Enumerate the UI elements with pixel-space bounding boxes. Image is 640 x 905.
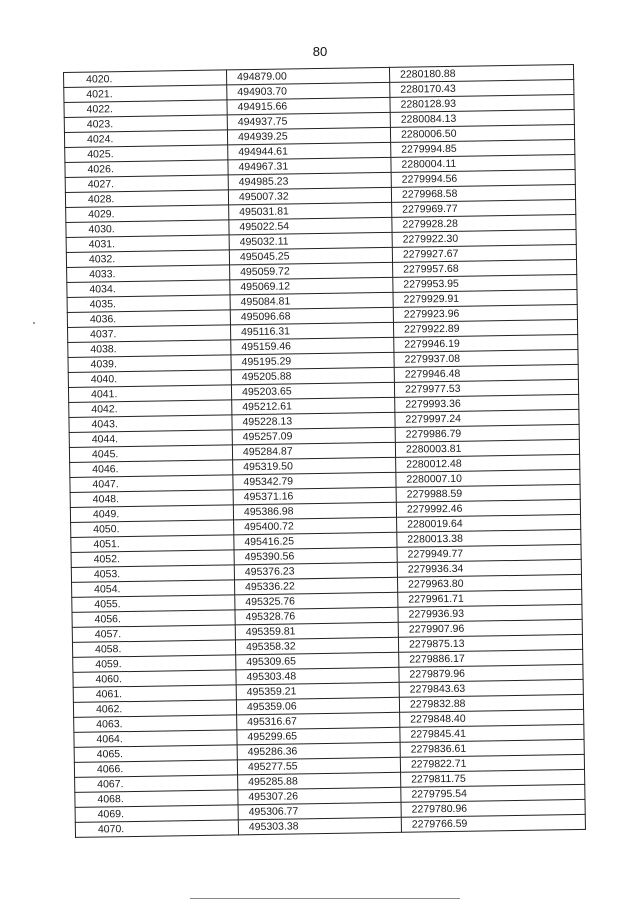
easting-cell: 494915.66	[227, 97, 390, 115]
point-number-cell: 4029.	[66, 205, 229, 223]
easting-cell: 495022.54	[229, 217, 392, 235]
point-number-cell: 4064.	[74, 730, 237, 748]
easting-cell: 495390.56	[234, 547, 397, 565]
northing-cell: 2279957.68	[393, 259, 577, 277]
northing-cell: 2279766.59	[401, 814, 585, 832]
point-number-cell: 4049.	[70, 505, 233, 523]
point-number-cell: 4067.	[75, 775, 238, 793]
easting-cell: 495059.72	[230, 262, 393, 280]
point-number-cell: 4034.	[67, 280, 230, 298]
point-number-cell: 4048.	[70, 490, 233, 508]
easting-cell: 495007.32	[228, 187, 391, 205]
point-number-cell: 4035.	[67, 295, 230, 313]
northing-cell: 2279795.54	[401, 784, 585, 802]
point-number-cell: 4054.	[72, 580, 235, 598]
northing-cell: 2279946.19	[394, 334, 578, 352]
easting-cell: 494944.61	[228, 142, 391, 160]
point-number-cell: 4058.	[72, 640, 235, 658]
point-number-cell: 4028.	[65, 190, 228, 208]
coordinates-table-wrapper	[63, 64, 586, 838]
point-number-cell: 4024.	[64, 130, 227, 148]
point-number-cell: 4065.	[74, 745, 237, 763]
easting-cell: 495328.76	[235, 607, 398, 625]
point-number-cell: 4038.	[68, 340, 231, 358]
northing-cell: 2280004.11	[391, 154, 575, 172]
northing-cell: 2279929.91	[393, 289, 577, 307]
point-number-cell: 4070.	[75, 820, 238, 838]
northing-cell: 2279811.75	[401, 769, 585, 787]
easting-cell: 495195.29	[231, 352, 394, 370]
point-number-cell: 4059.	[73, 655, 236, 673]
northing-cell: 2279969.77	[392, 199, 576, 217]
easting-cell: 495303.48	[236, 667, 399, 685]
point-number-cell: 4047.	[70, 475, 233, 493]
point-number-cell: 4045.	[69, 445, 232, 463]
easting-cell: 495032.11	[229, 232, 392, 250]
easting-cell: 495376.23	[234, 562, 397, 580]
easting-cell: 495303.38	[238, 817, 401, 835]
northing-cell: 2279836.61	[400, 739, 584, 757]
easting-cell: 495286.36	[237, 742, 400, 760]
easting-cell: 495285.88	[238, 772, 401, 790]
point-number-cell: 4022.	[64, 100, 227, 118]
northing-cell: 2279922.30	[392, 229, 576, 247]
northing-cell: 2279988.59	[396, 484, 580, 502]
northing-cell: 2279997.24	[395, 409, 579, 427]
northing-cell: 2280019.64	[397, 514, 581, 532]
point-number-cell: 4033.	[67, 265, 230, 283]
point-number-cell: 4053.	[71, 565, 234, 583]
northing-cell: 2280013.38	[397, 529, 581, 547]
northing-cell: 2279961.71	[398, 589, 582, 607]
northing-cell: 2279949.77	[397, 544, 581, 562]
northing-cell: 2280180.88	[389, 64, 573, 82]
point-number-cell: 4026.	[65, 160, 228, 178]
point-number-cell: 4031.	[66, 235, 229, 253]
point-number-cell: 4060.	[73, 670, 236, 688]
northing-cell: 2279848.40	[400, 709, 584, 727]
point-number-cell: 4046.	[70, 460, 233, 478]
point-number-cell: 4042.	[69, 400, 232, 418]
easting-cell: 495031.81	[229, 202, 392, 220]
easting-cell: 495299.65	[237, 727, 400, 745]
easting-cell: 495045.25	[229, 247, 392, 265]
northing-cell: 2280003.81	[395, 439, 579, 457]
easting-cell: 495159.46	[231, 337, 394, 355]
northing-cell: 2279923.96	[393, 304, 577, 322]
northing-cell: 2279953.95	[393, 274, 577, 292]
easting-cell: 494937.75	[227, 112, 390, 130]
easting-cell: 495358.32	[235, 637, 398, 655]
easting-cell: 494903.70	[227, 82, 390, 100]
northing-cell: 2279780.96	[401, 799, 585, 817]
easting-cell: 495205.88	[231, 367, 394, 385]
northing-cell: 2279963.80	[397, 574, 581, 592]
northing-cell: 2279992.46	[396, 499, 580, 517]
northing-cell: 2280084.13	[390, 109, 574, 127]
point-number-cell: 4044.	[69, 430, 232, 448]
point-number-cell: 4055.	[72, 595, 235, 613]
point-number-cell: 4021.	[64, 85, 227, 103]
easting-cell: 495307.26	[238, 787, 401, 805]
page-number: 80	[312, 44, 328, 59]
easting-cell: 495342.79	[233, 472, 396, 490]
point-number-cell: 4043.	[69, 415, 232, 433]
point-number-cell: 4052.	[71, 550, 234, 568]
northing-cell: 2279832.88	[399, 694, 583, 712]
northing-cell: 2279922.89	[393, 319, 577, 337]
point-number-cell: 4020.	[64, 70, 227, 88]
northing-cell: 2280128.93	[390, 94, 574, 112]
point-number-cell: 4061.	[73, 685, 236, 703]
northing-cell: 2280170.43	[390, 79, 574, 97]
easting-cell: 495116.31	[230, 322, 393, 340]
northing-cell: 2279928.28	[392, 214, 576, 232]
easting-cell: 495319.50	[233, 457, 396, 475]
easting-cell: 495257.09	[232, 427, 395, 445]
northing-cell: 2279968.58	[391, 184, 575, 202]
northing-cell: 2279875.13	[398, 634, 582, 652]
point-number-cell: 4066.	[74, 760, 237, 778]
easting-cell: 495371.16	[233, 487, 396, 505]
point-number-cell: 4069.	[75, 805, 238, 823]
coordinates-table-body	[64, 64, 586, 837]
easting-cell: 495277.55	[237, 757, 400, 775]
northing-cell: 2279994.85	[391, 139, 575, 157]
northing-cell: 2279977.53	[394, 379, 578, 397]
easting-cell: 495386.98	[233, 502, 396, 520]
point-number-cell: 4039.	[68, 355, 231, 373]
point-number-cell: 4057.	[72, 625, 235, 643]
northing-cell: 2279986.79	[395, 424, 579, 442]
point-number-cell: 4063.	[74, 715, 237, 733]
northing-cell: 2279886.17	[399, 649, 583, 667]
point-number-cell: 4037.	[68, 325, 231, 343]
easting-cell: 495284.87	[232, 442, 395, 460]
northing-cell: 2279946.48	[394, 364, 578, 382]
point-number-cell: 4023.	[64, 115, 227, 133]
northing-cell: 2279937.08	[394, 349, 578, 367]
point-number-cell: 4051.	[71, 535, 234, 553]
easting-cell: 495325.76	[235, 592, 398, 610]
easting-cell: 495359.81	[235, 622, 398, 640]
northing-cell: 2280006.50	[390, 124, 574, 142]
point-number-cell: 4032.	[66, 250, 229, 268]
easting-cell: 495400.72	[234, 517, 397, 535]
easting-cell: 495336.22	[234, 577, 397, 595]
point-number-cell: 4025.	[65, 145, 228, 163]
point-number-cell: 4040.	[68, 370, 231, 388]
point-number-cell: 4056.	[72, 610, 235, 628]
easting-cell: 495309.65	[236, 652, 399, 670]
northing-cell: 2279822.71	[400, 754, 584, 772]
easting-cell: 495203.65	[231, 382, 394, 400]
northing-cell: 2279993.36	[395, 394, 579, 412]
point-number-cell: 4041.	[68, 385, 231, 403]
scan-artifact-dot	[33, 322, 35, 324]
easting-cell: 494879.00	[226, 67, 389, 85]
northing-cell: 2279936.93	[398, 604, 582, 622]
point-number-cell: 4027.	[65, 175, 228, 193]
easting-cell: 494985.23	[228, 172, 391, 190]
easting-cell: 495359.06	[236, 697, 399, 715]
easting-cell: 495306.77	[238, 802, 401, 820]
point-number-cell: 4062.	[73, 700, 236, 718]
northing-cell: 2279845.41	[400, 724, 584, 742]
easting-cell: 494939.25	[227, 127, 390, 145]
scan-artifact-line	[190, 898, 460, 899]
northing-cell: 2279927.67	[392, 244, 576, 262]
easting-cell: 495416.25	[234, 532, 397, 550]
easting-cell: 494967.31	[228, 157, 391, 175]
northing-cell: 2279879.96	[399, 664, 583, 682]
easting-cell: 495069.12	[230, 277, 393, 295]
coordinates-table	[63, 64, 586, 838]
northing-cell: 2280012.48	[396, 454, 580, 472]
northing-cell: 2279994.56	[391, 169, 575, 187]
point-number-cell: 4050.	[71, 520, 234, 538]
easting-cell: 495316.67	[237, 712, 400, 730]
point-number-cell: 4068.	[75, 790, 238, 808]
easting-cell: 495084.81	[230, 292, 393, 310]
easting-cell: 495096.68	[230, 307, 393, 325]
easting-cell: 495359.21	[236, 682, 399, 700]
easting-cell: 495228.13	[232, 412, 395, 430]
point-number-cell: 4030.	[66, 220, 229, 238]
northing-cell: 2280007.10	[396, 469, 580, 487]
northing-cell: 2279936.34	[397, 559, 581, 577]
easting-cell: 495212.61	[232, 397, 395, 415]
northing-cell: 2279907.96	[398, 619, 582, 637]
northing-cell: 2279843.63	[399, 679, 583, 697]
point-number-cell: 4036.	[67, 310, 230, 328]
